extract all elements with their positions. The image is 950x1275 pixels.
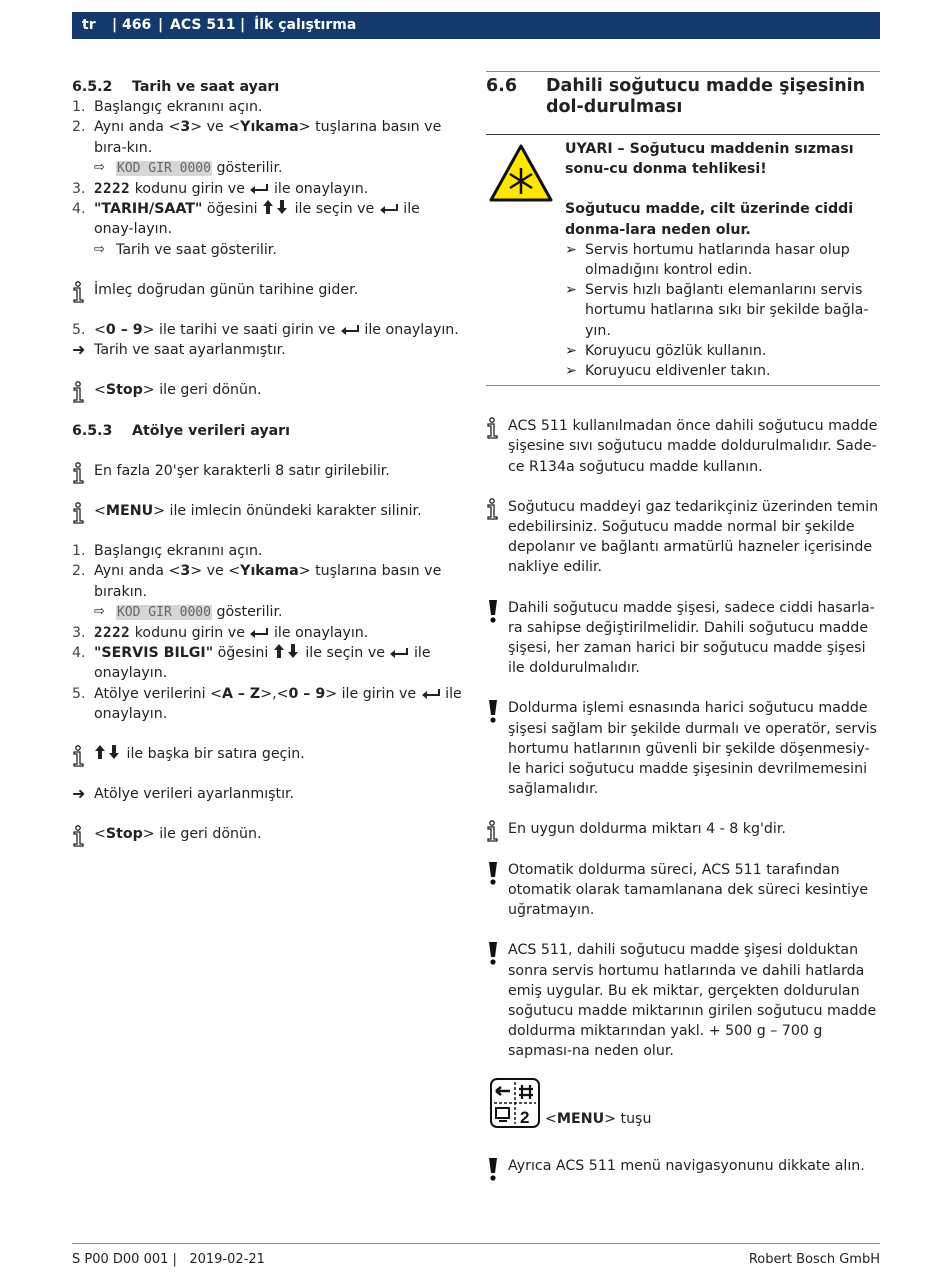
footer-company: Robert Bosch GmbH <box>748 1252 880 1267</box>
info-note: En uygun doldurma miktarı 4 - 8 kg'dir. <box>486 819 880 839</box>
caution-note: Otomatik doldurma süreci, ACS 511 tarafından otomatik olarak tamamlanana dek süreci kesintiye uğratmayın. <box>486 860 880 921</box>
header-sep: | <box>158 17 164 33</box>
bullet-arrow-icon: ➢ <box>565 282 577 299</box>
info-note: ile başka bir satıra geçin. <box>72 744 462 764</box>
info-icon <box>72 502 88 524</box>
header-sep: | <box>240 17 246 33</box>
page-header <box>72 12 880 39</box>
step-5: 5. Atölye verilerini <A – Z>,<0 – 9> ile girin ve ile onaylayın. <box>72 685 462 722</box>
caution-note: ACS 511, dahili soğutucu madde şişesi dolduktan sonra servis hortumu hatlarında ve dahili hatlarda emiş uygular. Bu ek miktar, gerçekten doldurulan soğutucu madde miktarının girilen soğutucu madde doldurma miktarından yakl. + 500 g – 700 g sapması-na neden olur. <box>486 940 880 1061</box>
info-icon <box>72 281 88 303</box>
caution-note: Ayrıca ACS 511 menü navigasyonunu dikkate alın. <box>486 1156 880 1176</box>
bold-arrow-icon: ➜ <box>72 784 86 804</box>
exclamation-icon <box>486 941 500 965</box>
up-down-arrows-icon <box>94 744 122 760</box>
exclamation-icon <box>486 699 500 723</box>
up-down-arrows-icon <box>273 643 301 659</box>
result-done: ➜ Tarih ve saat ayarlanmıştır. <box>72 340 286 360</box>
enter-key-icon <box>340 324 360 336</box>
step-result: ⇨ KOD GIR 0000 gösterilir. <box>72 158 462 179</box>
section-heading-6-6: 6.6 Dahili soğutucu madde şişesinin dol-durulması <box>486 71 880 134</box>
page-footer: S P00 D00 001 | 2019-02-21 Robert Bosch GmbH <box>72 1243 880 1267</box>
warning-item: ➢ Koruyucu gözlük kullanın. <box>565 341 880 361</box>
info-icon <box>486 498 502 520</box>
info-icon <box>72 825 88 847</box>
section-heading-6-5-3: 6.5.3 Atölye verileri ayarı <box>72 422 291 439</box>
footer-date: 2019-02-21 <box>189 1252 265 1267</box>
section-heading-6-5-2: 6.5.2 Tarih ve saat ayarı <box>72 79 280 95</box>
left-column <box>72 77 462 845</box>
lcd-display-text: KOD GIR 0000 <box>117 160 211 176</box>
header-product: ACS 511 <box>170 17 236 33</box>
header-lang: tr <box>82 17 96 33</box>
lcd-display-text: KOD GIR 0000 <box>117 604 211 620</box>
result-arrow-icon: ⇨ <box>94 603 105 619</box>
footer-doc: S P00 D00 001 <box>72 1252 169 1267</box>
warning-item: ➢ Servis hızlı bağlantı elemanlarını servis hortumu hatlarına sıkı bir şekilde bağla-yın. <box>565 282 869 339</box>
warning-body: Soğutucu madde, cilt üzerinde ciddi donma-lara neden olur. <box>565 201 854 238</box>
warning-title: UYARI – Soğutucu maddenin sızması sonu-cu donma tehlikesi! <box>565 141 854 178</box>
info-icon <box>72 462 88 484</box>
bullet-arrow-icon: ➢ <box>565 363 577 380</box>
up-down-arrows-icon <box>262 199 290 215</box>
info-note: ACS 511 kullanılmadan önce dahili soğutucu madde şişesine sıvı soğutucu madde doldurulmalıdır. Sade-ce R134a soğutucu madde kullanın. <box>486 416 880 477</box>
step-result: ⇨ Tarih ve saat gösterilir. <box>72 240 462 260</box>
menu-key-icon <box>490 1078 540 1128</box>
enter-key-icon <box>421 688 441 700</box>
caution-note: Dahili soğutucu madde şişesi, sadece ciddi hasarla-ra sahipse değiştirilmelidir. Dahili soğutucu madde şişesi, her zaman harici bir soğutucu madde şişesi ile doldurulmalıdır. <box>486 598 880 679</box>
step-2: 2. Aynı anda <3> ve <Yıkama> tuşlarına basın ve bırakın. <box>72 563 442 600</box>
result-arrow-icon: ⇨ <box>94 241 105 257</box>
header-page: 466 <box>122 17 152 33</box>
step-4: 4. "SERVIS BILGI" öğesini ile seçin ve ile onaylayın. <box>72 645 431 682</box>
info-note: <Stop> ile geri dönün. <box>72 824 462 844</box>
exclamation-icon <box>486 599 500 623</box>
enter-key-icon <box>249 627 269 639</box>
caution-note: Doldurma işlemi esnasında harici soğutucu madde şişesi sağlam bir şekilde durmalı ve operatör, servis hortumu hatlarının güvenli bir şekilde döşenmesiy-le harici soğutucu madde şişesinin devrilmemesini sağlamalıdır. <box>486 698 880 799</box>
frost-warning-icon <box>488 143 554 203</box>
bullet-arrow-icon: ➢ <box>565 241 577 258</box>
warning-item: ➢ Koruyucu eldivenler takın. <box>565 361 880 381</box>
exclamation-icon <box>486 861 500 885</box>
enter-key-icon <box>379 203 399 215</box>
warning-box <box>486 134 880 386</box>
exclamation-icon <box>486 1157 500 1181</box>
header-chapter: İlk çalıştırma <box>254 17 357 33</box>
bold-arrow-icon: ➜ <box>72 340 86 360</box>
step-4: 4. "TARIH/SAAT" öğesini ile seçin ve ile onay-layın. <box>72 201 420 238</box>
bullet-arrow-icon: ➢ <box>565 342 577 359</box>
svg-text:2: 2 <box>520 1107 530 1127</box>
step-1: 1. Başlangıç ekranını açın. <box>72 99 263 116</box>
enter-key-icon <box>249 183 269 195</box>
info-note: En fazla 20'şer karakterli 8 satır girilebilir. <box>72 461 462 481</box>
info-note: <MENU> ile imlecin önündeki karakter silinir. <box>72 501 462 521</box>
enter-key-icon <box>389 647 409 659</box>
result-done: ➜ Atölye verileri ayarlanmıştır. <box>72 784 295 804</box>
right-column <box>486 71 880 1176</box>
info-note: <Stop> ile geri dönün. <box>72 380 462 400</box>
info-icon <box>72 381 88 403</box>
info-icon <box>486 820 502 842</box>
header-sep: | <box>112 17 118 33</box>
step-3: 3. 2222 kodunu girin ve ile onaylayın. <box>72 625 369 642</box>
result-arrow-icon: ⇨ <box>94 159 105 175</box>
info-icon <box>72 745 88 767</box>
warning-item: ➢ Servis hortumu hatlarında hasar olup olmadığını kontrol edin. <box>565 241 850 279</box>
info-note: İmleç doğrudan günün tarihine gider. <box>72 280 462 300</box>
info-icon <box>486 417 502 439</box>
menu-key-row: 2 <MENU> tuşu <box>486 1078 880 1130</box>
step-result: ⇨ KOD GIR 0000 gösterilir. <box>72 602 462 623</box>
step-3: 3. 2222 kodunu girin ve ile onaylayın. <box>72 181 369 198</box>
info-note: Soğutucu maddeyi gaz tedarikçiniz üzerinden temin edebilirsiniz. Soğutucu madde normal bir şekilde depolanır ve bağlantı armatürlü hazneler içerisinde nakliye edilir. <box>486 497 880 578</box>
step-5: 5. <0 – 9> ile tarihi ve saati girin ve ile onaylayın. <box>72 322 459 339</box>
step-1: 1. Başlangıç ekranını açın. <box>72 543 263 560</box>
step-2: 2. Aynı anda <3> ve <Yıkama> tuşlarına basın ve bıra-kın. <box>72 119 442 156</box>
